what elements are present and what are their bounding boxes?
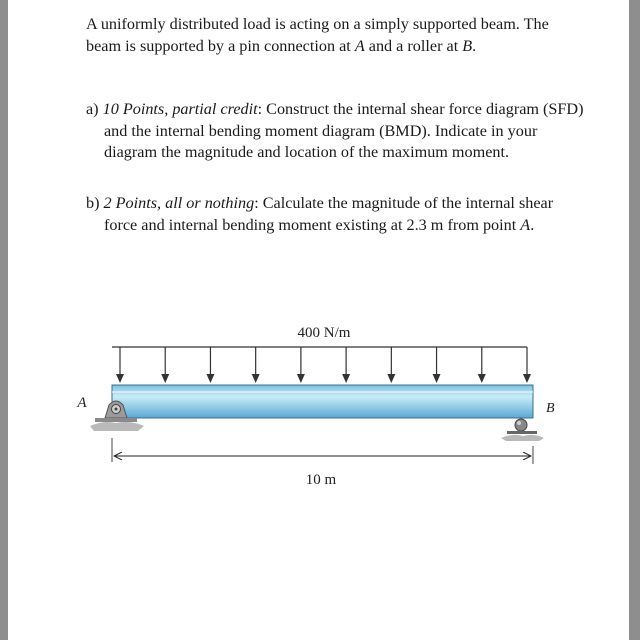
load-arrow-head	[433, 374, 441, 383]
beam	[112, 385, 533, 418]
span-label: 10 m	[305, 472, 337, 488]
point-a-ref: A	[354, 36, 365, 55]
point-b-ref: B	[462, 36, 473, 55]
beam-figure	[8, 0, 629, 640]
distributed-load-arrows	[116, 347, 531, 383]
load-label: 400 N/m	[297, 325, 351, 341]
roller-support-icon	[501, 419, 544, 441]
load-arrow-head	[342, 374, 350, 383]
part-b-text: : Calculate the magnitude of the internal shear force and internal bending moment existing at 2.3 m from point	[104, 194, 554, 234]
part-b-label: b)	[86, 194, 104, 212]
part-a-points: 10 Points, partial credit	[102, 100, 258, 118]
load-arrow-head	[478, 374, 486, 383]
load-arrow-head	[252, 374, 260, 383]
problem-intro: A uniformly distributed load is acting on a simply supported beam. The beam is supported by a pin connection at A and a roller at B.	[86, 15, 549, 55]
point-a-ref: A	[520, 215, 531, 234]
part-b: b) 2 Points, all or nothing: Calculate the magnitude of the internal shear force and internal bending moment existing at 2.3 m from point A.	[86, 194, 554, 234]
part-b-points: 2 Points, all or nothing	[103, 194, 255, 212]
part-a-label: a)	[86, 100, 103, 118]
label-a: A	[77, 395, 87, 411]
load-arrow-head	[161, 374, 169, 383]
load-arrow-head	[387, 374, 395, 383]
part-a-text: : Construct the internal shear force diagram (SFD) and the internal bending moment diagram (BMD). Indicate in your diagram the magnitude and location of the maximum moment.	[104, 100, 584, 161]
load-arrow-head	[206, 374, 214, 383]
label-b: B	[546, 401, 555, 416]
load-arrow-head	[297, 374, 305, 383]
document-page	[8, 0, 629, 640]
load-arrow-head	[116, 374, 124, 383]
load-arrow-head	[523, 374, 531, 383]
